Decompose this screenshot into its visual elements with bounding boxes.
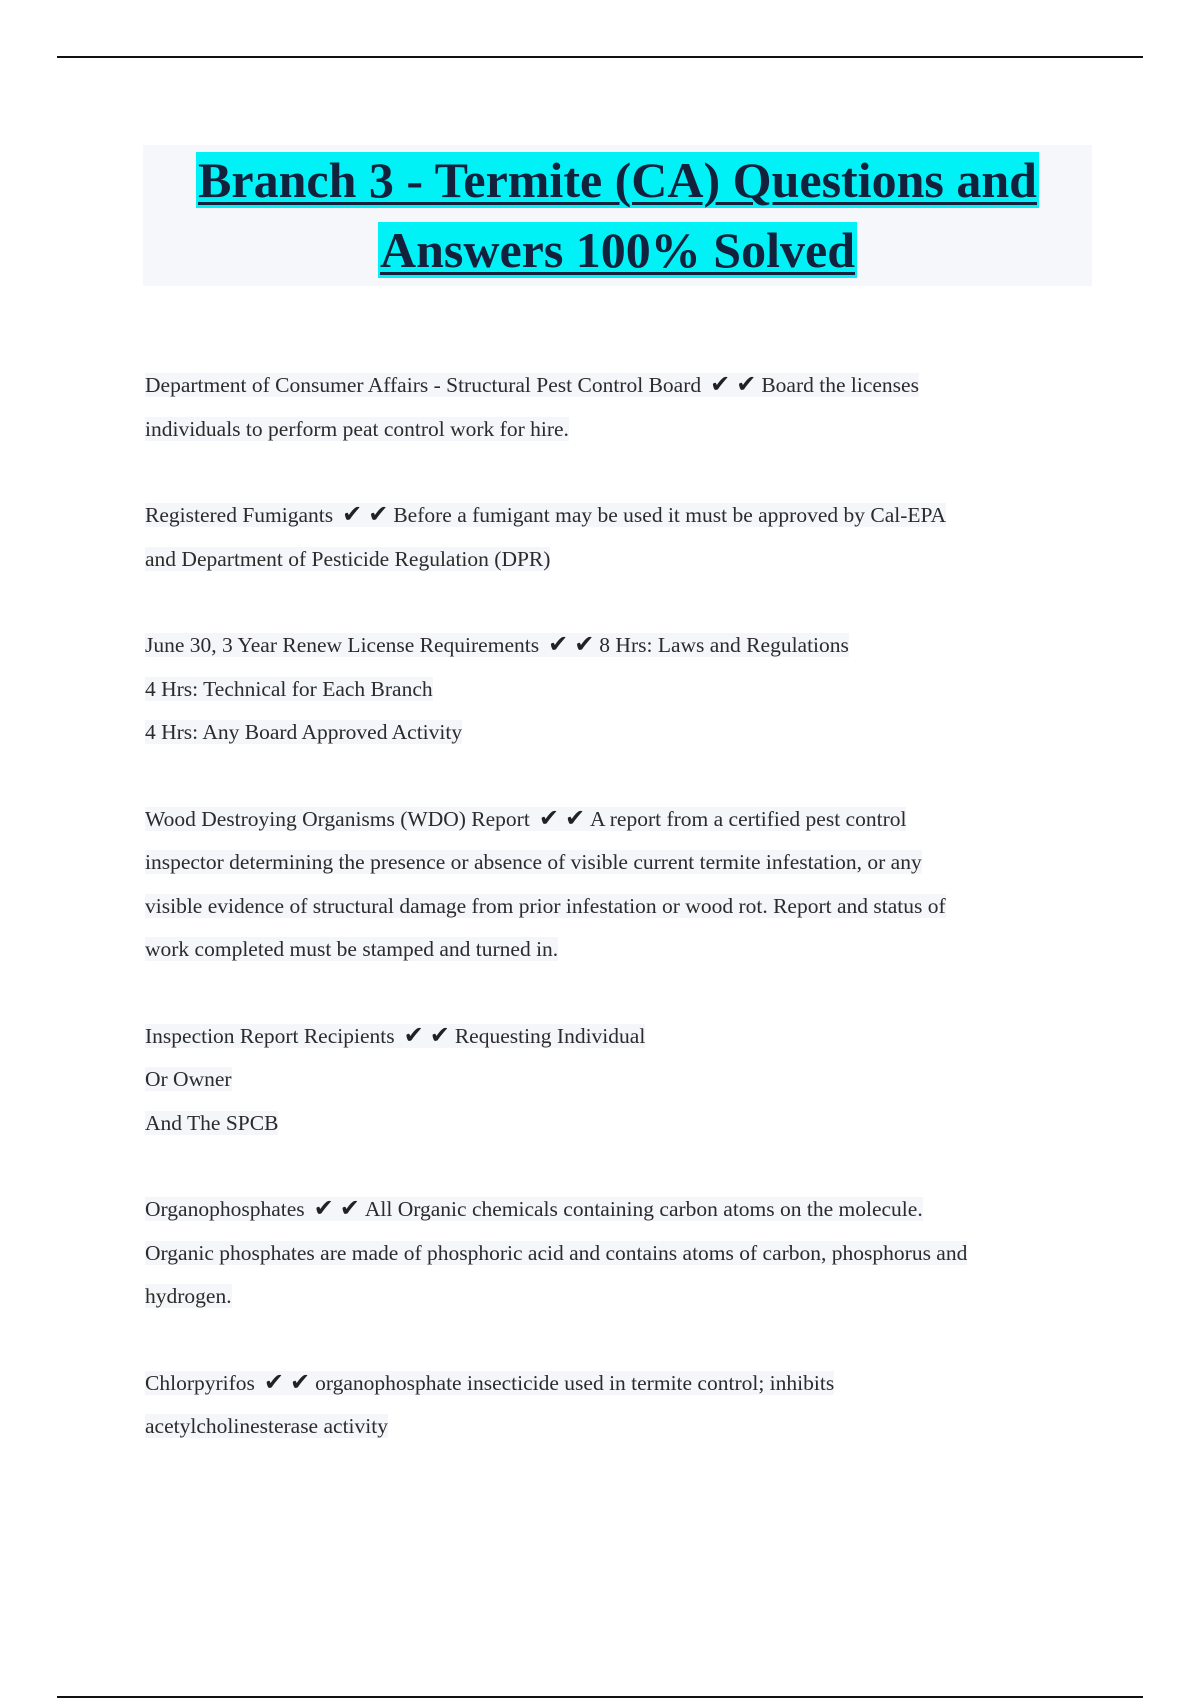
qa-term: June 30, 3 Year Renew License Requirements	[145, 633, 540, 657]
qa-first-line	[145, 624, 1075, 668]
qa-first-line-highlight	[145, 500, 947, 528]
check-icon: ✔	[290, 1367, 311, 1396]
qa-answer-line: organophosphate insecticide used in termite control; inhibits	[315, 1370, 835, 1395]
qa-answer-line-row	[145, 668, 1075, 712]
qa-first-line-highlight	[145, 1194, 923, 1222]
qa-first-line	[145, 1188, 1075, 1232]
title-line-2: Answers 100% Solved	[379, 222, 856, 278]
double-check-icon	[339, 500, 391, 528]
qa-item	[145, 798, 1075, 972]
qa-answer-line: Before a fumigant may be used it must be approved by Cal-EPA	[393, 503, 947, 527]
check-icon: ✔	[574, 630, 595, 658]
qa-answer-line: inspector determining the presence or absence of visible current termite infestation, or any	[145, 850, 922, 874]
title-box	[143, 145, 1092, 286]
qa-first-line	[145, 1015, 1075, 1059]
bottom-rule	[57, 1696, 1143, 1698]
qa-term: Organophosphates	[145, 1197, 305, 1221]
qa-answer-line-row	[145, 1102, 1075, 1146]
qa-list	[145, 364, 1075, 1492]
qa-first-line	[145, 1362, 1075, 1406]
qa-answer-line: acetylcholinesterase activity	[145, 1414, 388, 1438]
qa-item	[145, 1188, 1075, 1319]
qa-term: Registered Fumigants	[145, 503, 334, 527]
qa-first-line-highlight	[145, 370, 919, 398]
qa-answer-line: Requesting Individual	[454, 1023, 646, 1048]
qa-answer-line-row	[145, 1058, 1075, 1102]
qa-first-line-highlight	[145, 1020, 646, 1049]
qa-item	[145, 624, 1075, 755]
qa-term: Department of Consumer Affairs - Structural Pest Control Board	[145, 373, 702, 397]
check-icon: ✔	[342, 500, 363, 528]
qa-term: Inspection Report Recipients	[145, 1023, 395, 1048]
qa-answer-line: work completed must be stamped and turned in.	[145, 937, 559, 961]
qa-first-line-highlight	[145, 1367, 835, 1396]
check-icon: ✔	[403, 1020, 424, 1049]
qa-answer-line: A report from a certified pest control	[590, 806, 907, 831]
qa-answer-line-row	[145, 408, 1075, 452]
qa-answer-line-row	[145, 1275, 1075, 1319]
check-icon: ✔	[710, 370, 731, 398]
qa-answer-line: Or Owner	[145, 1067, 232, 1091]
check-icon: ✔	[339, 1194, 360, 1222]
double-check-icon	[401, 1020, 453, 1049]
qa-term: Chlorpyrifos	[145, 1370, 255, 1395]
qa-answer-line-row	[145, 841, 1075, 885]
qa-answer-line: 4 Hrs: Technical for Each Branch	[145, 676, 433, 701]
check-icon: ✔	[736, 370, 757, 398]
check-icon: ✔	[263, 1367, 284, 1396]
check-icon: ✔	[538, 803, 559, 832]
top-rule	[57, 56, 1143, 58]
qa-item	[145, 1362, 1075, 1449]
qa-answer-line: and Department of Pesticide Regulation (DPR)	[145, 546, 551, 571]
qa-answer-line: 4 Hrs: Any Board Approved Activity	[145, 720, 463, 744]
title-line-1: Branch 3 - Termite (CA) Questions and	[198, 152, 1037, 208]
qa-answer-line-row	[145, 1405, 1075, 1449]
double-check-icon	[707, 370, 759, 398]
qa-first-line-highlight	[145, 803, 907, 832]
double-check-icon	[261, 1367, 313, 1396]
check-icon: ✔	[313, 1194, 334, 1222]
qa-answer-line-row	[145, 1232, 1075, 1276]
qa-answer-line-row	[145, 711, 1075, 755]
qa-first-line	[145, 364, 1075, 408]
qa-answer-line: individuals to perform peat control work for hire.	[145, 416, 569, 441]
qa-answer-line: Board the licenses	[761, 373, 919, 397]
qa-first-line	[145, 798, 1075, 842]
qa-first-line	[145, 494, 1075, 538]
double-check-icon	[311, 1194, 363, 1222]
check-icon: ✔	[564, 803, 586, 832]
qa-item	[145, 494, 1075, 581]
check-icon: ✔	[429, 1020, 450, 1049]
qa-first-line-highlight	[145, 630, 849, 658]
qa-item	[145, 364, 1075, 451]
qa-answer-line: Organic phosphates are made of phosphoric acid and contains atoms of carbon, phosphorus and	[145, 1240, 968, 1265]
document-title	[143, 145, 1092, 285]
qa-answer-line-row	[145, 538, 1075, 582]
qa-answer-line: And The SPCB	[145, 1110, 279, 1135]
qa-answer-line: hydrogen.	[145, 1284, 232, 1308]
qa-answer-line-row	[145, 928, 1075, 972]
qa-answer-line-row	[145, 885, 1075, 929]
qa-answer-line: 8 Hrs: Laws and Regulations	[599, 633, 849, 657]
qa-answer-line: All Organic chemicals containing carbon atoms on the molecule.	[364, 1197, 923, 1221]
qa-item	[145, 1015, 1075, 1146]
qa-term: Wood Destroying Organisms (WDO) Report	[145, 806, 530, 831]
check-icon: ✔	[368, 500, 389, 528]
check-icon: ✔	[548, 630, 569, 658]
qa-answer-line: visible evidence of structural damage from prior infestation or wood rot. Report and status of	[145, 893, 946, 918]
double-check-icon	[536, 803, 588, 832]
double-check-icon	[545, 630, 597, 658]
